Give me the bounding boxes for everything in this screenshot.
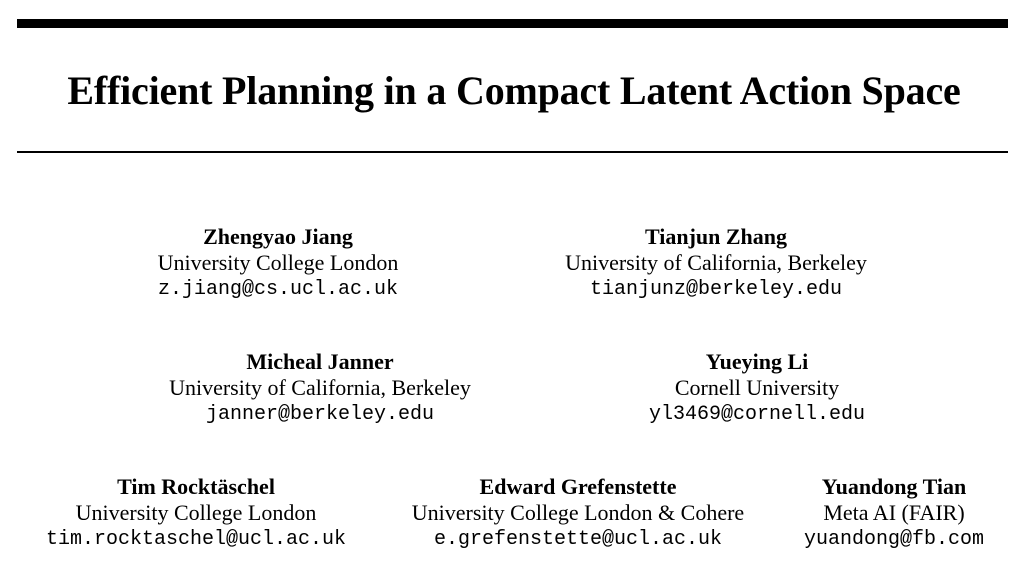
top-rule [17,19,1008,28]
author-email: yuandong@fb.com [803,528,985,551]
author-name: Zhengyao Jiang [203,224,353,249]
author-block [120,349,520,429]
author-email: z.jiang@cs.ucl.ac.uk [157,278,399,301]
author-name: Edward Grefenstette [479,474,677,499]
author-block [16,474,376,554]
author-affiliation: University of California, Berkeley [565,250,867,275]
author-name: Yueying Li [705,349,809,374]
author-block [516,224,916,304]
author-name: Tim Rocktäschel [117,474,275,499]
author-email: yl3469@cornell.edu [648,403,866,426]
author-affiliation: Cornell University [674,375,840,400]
author-email: janner@berkeley.edu [205,403,435,426]
author-name: Yuandong Tian [821,474,967,499]
author-name: Tianjun Zhang [644,224,788,249]
author-email: e.grefenstette@ucl.ac.uk [433,528,723,551]
author-affiliation: University of California, Berkeley [169,375,471,400]
author-block [382,474,774,554]
author-block [78,224,478,304]
author-block [557,349,957,429]
author-affiliation: University College London & Cohere [411,500,745,525]
author-email: tim.rocktaschel@ucl.ac.uk [45,528,347,551]
author-email: tianjunz@berkeley.edu [589,278,843,301]
author-block [784,474,1004,554]
paper-title: Efficient Planning in a Compact Latent Action Space [67,68,961,113]
author-affiliation: Meta AI (FAIR) [823,500,965,525]
author-affiliation: University College London [157,250,399,275]
title-bottom-rule [17,151,1008,153]
author-name: Micheal Janner [246,349,394,374]
author-affiliation: University College London [75,500,317,525]
